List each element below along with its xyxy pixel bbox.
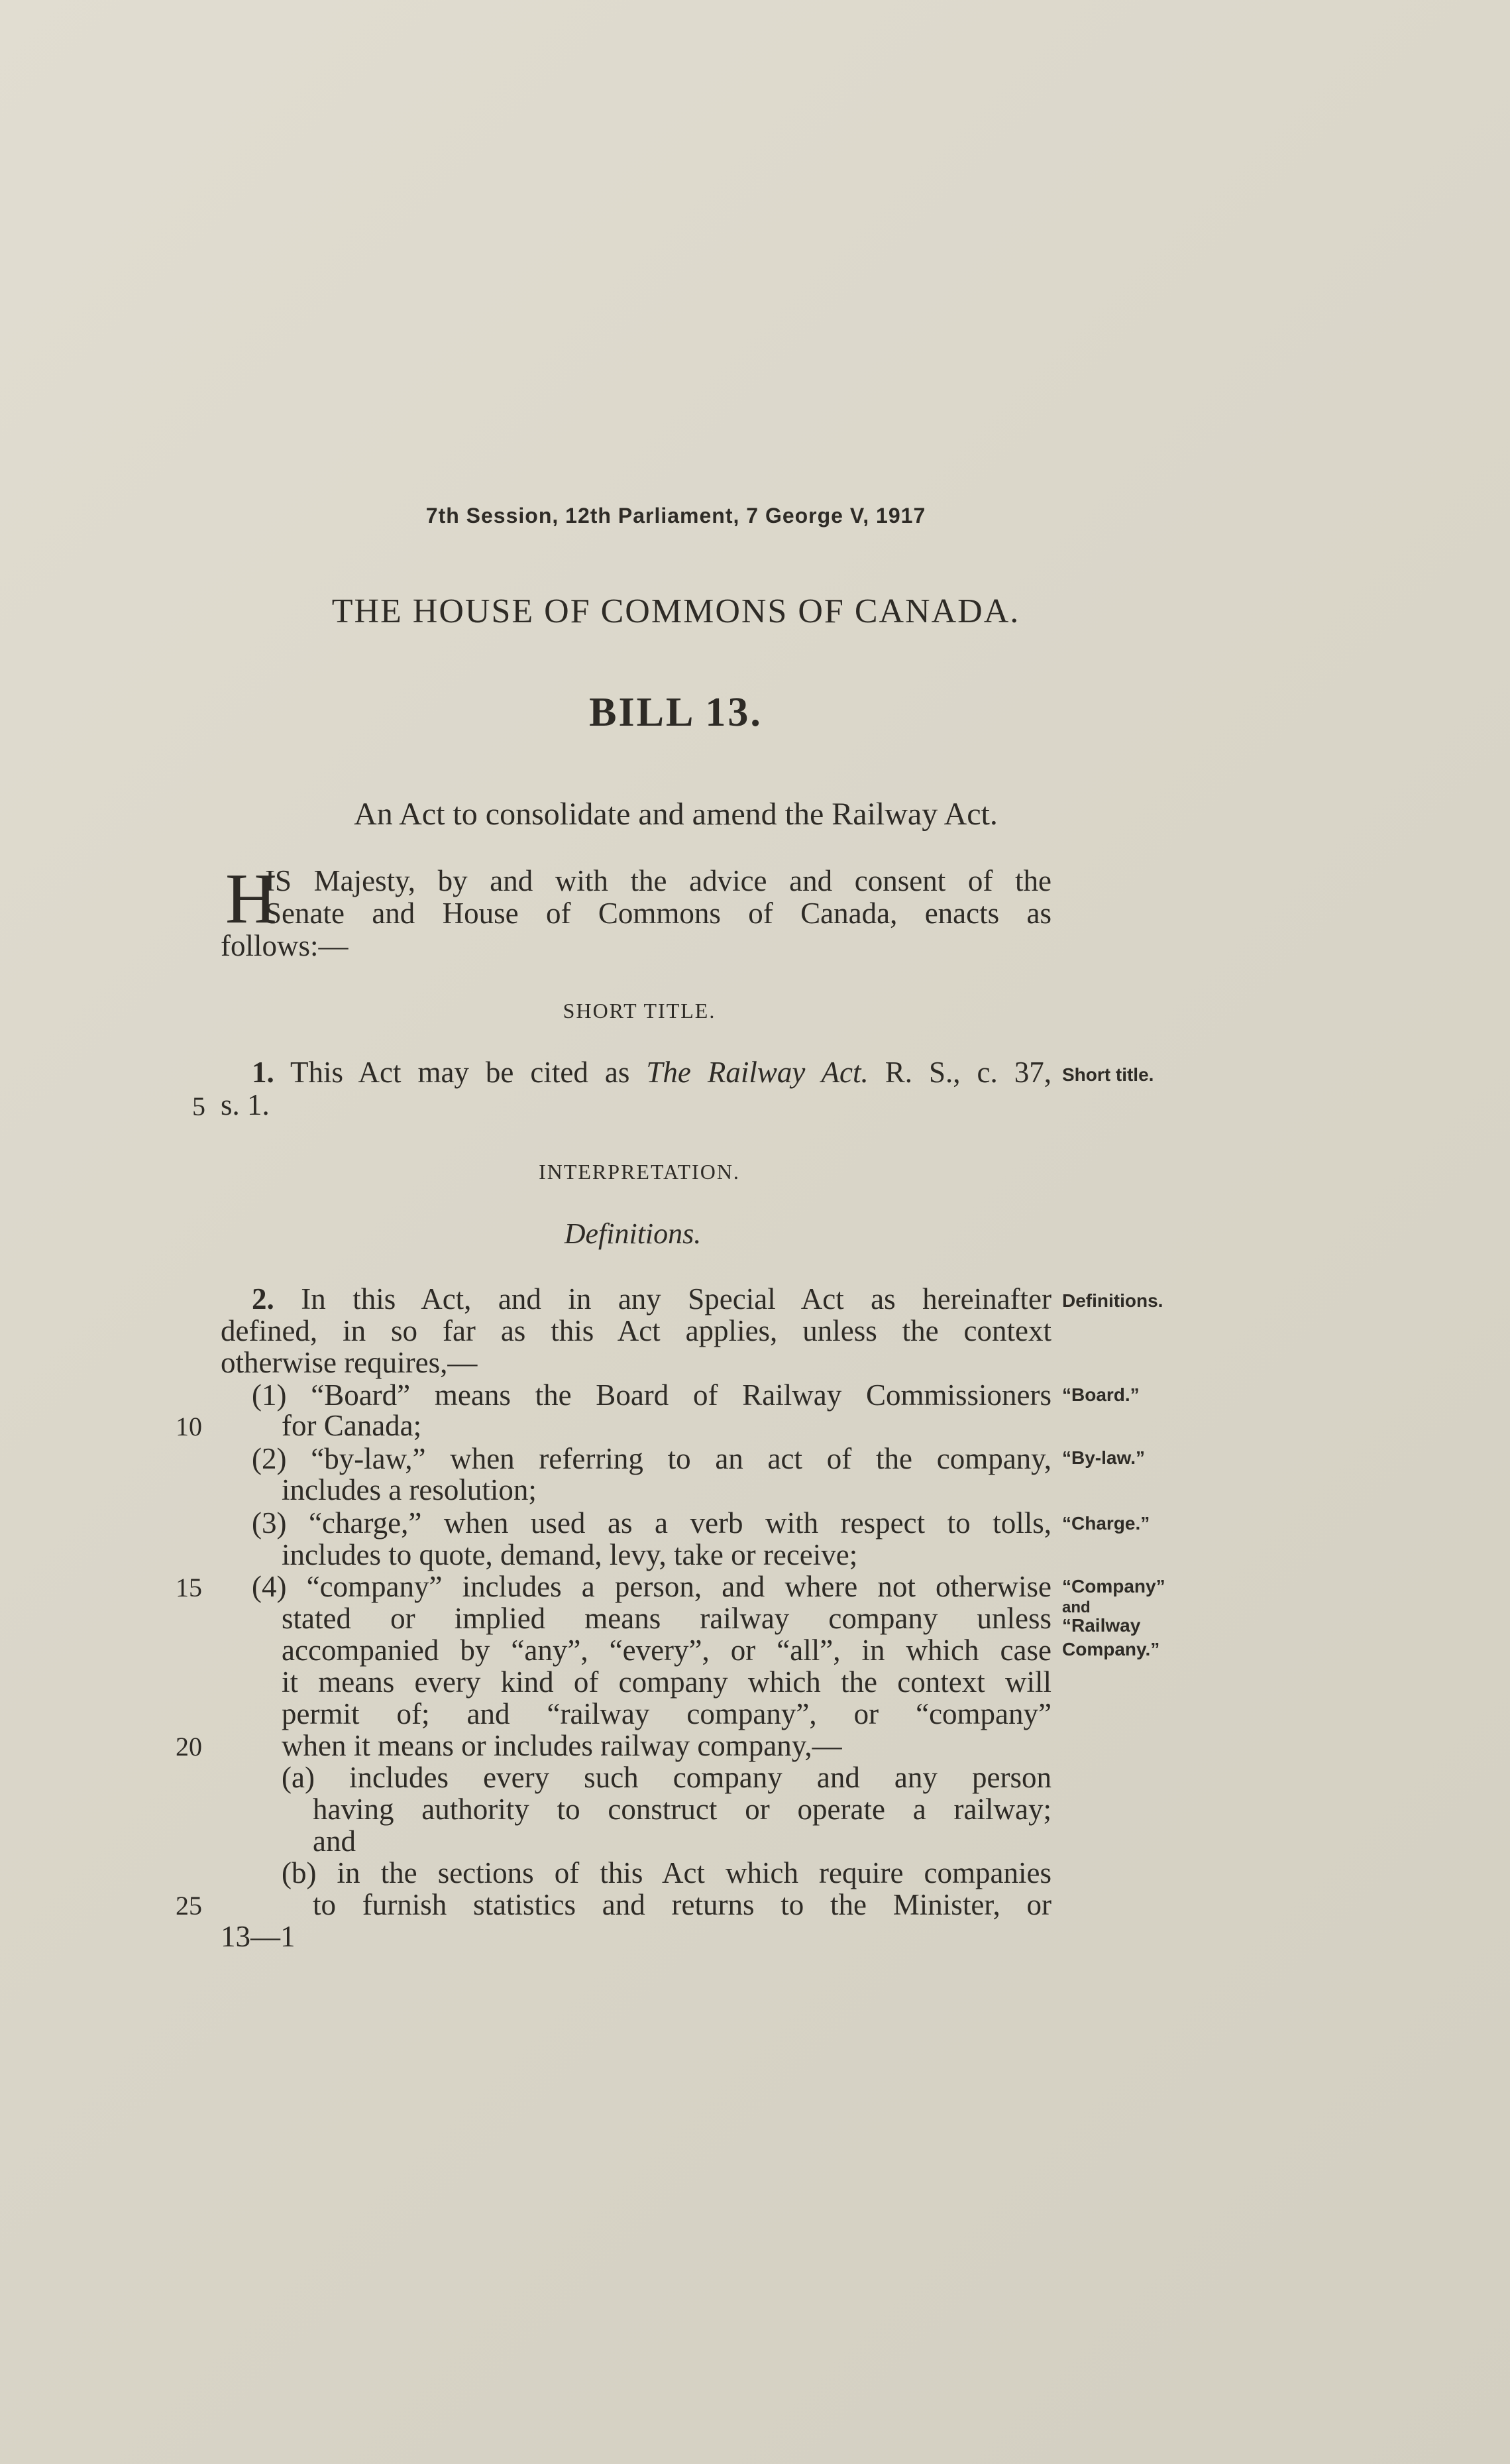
preamble-line-3: follows:—: [221, 929, 349, 962]
definition-charge-line-1: (3) “charge,” when used as a verb with respect to tolls,: [252, 1506, 1052, 1540]
preamble-line-1: IS Majesty, by and with the advice and consent of the: [265, 864, 1052, 897]
margin-note-board: “Board.”: [1062, 1384, 1140, 1405]
drop-cap: H: [225, 860, 277, 938]
definitions-subheading: Definitions.: [564, 1217, 702, 1250]
section-1-act-name: The Railway Act.: [646, 1056, 869, 1089]
margin-note-bylaw: “By-law.”: [1062, 1447, 1145, 1468]
line-number-15: 15: [176, 1573, 202, 1602]
preamble-line-2: Senate and House of Commons of Canada, enacts as: [265, 897, 1052, 930]
clause-a-line-3: and: [313, 1824, 356, 1858]
definition-company-line-4: it means every kind of company which the context will: [282, 1665, 1052, 1699]
definition-company-line-6: when it means or includes railway company,—: [282, 1729, 842, 1762]
section-1-line-1: [252, 1056, 1052, 1088]
line-number-5: 5: [192, 1092, 205, 1121]
section-2-line-3: otherwise requires,—: [221, 1346, 478, 1379]
margin-note-and: and: [1062, 1598, 1091, 1616]
signature-mark: 13—1: [221, 1920, 296, 1953]
margin-note-charge: “Charge.”: [1062, 1513, 1150, 1534]
definition-bylaw-line-1: (2) “by-law,” when referring to an act of the company,: [252, 1442, 1052, 1475]
clause-a-line-2: having authority to construct or operate a railway;: [313, 1793, 1052, 1826]
margin-note-railway: “Railway: [1062, 1615, 1141, 1636]
short-title-heading: SHORT TITLE.: [563, 999, 716, 1023]
margin-note-definitions: Definitions.: [1062, 1290, 1163, 1311]
margin-note-short-title: Short title.: [1062, 1064, 1154, 1085]
clause-a-line-1: (a) includes every such company and any person: [282, 1761, 1052, 1794]
margin-note-company: “Company”: [1062, 1576, 1165, 1596]
session-header: 7th Session, 12th Parliament, 7 George V, 1917: [425, 504, 926, 528]
definition-bylaw-line-2: includes a resolution;: [282, 1473, 537, 1506]
section-1-line-2: s. 1.: [221, 1088, 270, 1121]
line-number-20: 20: [176, 1732, 202, 1762]
definition-company-line-2: stated or implied means railway company unless: [282, 1602, 1052, 1635]
section-1-text-before: This Act may be cited as: [290, 1056, 630, 1089]
house-title: THE HOUSE OF COMMONS OF CANADA.: [331, 592, 1020, 630]
definition-company-line-3: accompanied by “any”, “every”, or “all”, in which case: [282, 1634, 1052, 1667]
bill-number: BILL 13.: [589, 690, 763, 735]
section-1-text-after: R. S., c. 37,: [885, 1056, 1052, 1089]
definition-board-line-1: (1) “Board” means the Board of Railway Commissioners: [252, 1378, 1052, 1412]
definition-charge-line-2: includes to quote, demand, levy, take or receive;: [282, 1538, 858, 1571]
definition-company-line-1: (4) “company” includes a person, and where not otherwise: [252, 1570, 1052, 1603]
section-2-number: 2.: [252, 1282, 274, 1316]
section-2-line-1: 2. In this Act, and in any Special Act as hereinafter: [252, 1282, 1052, 1316]
clause-b-line-2: to furnish statistics and returns to the Minister, or: [313, 1888, 1052, 1921]
definition-board-line-2: for Canada;: [282, 1409, 422, 1442]
line-number-10: 10: [176, 1412, 202, 1441]
margin-note-company-end: Company.”: [1062, 1639, 1160, 1659]
line-number-25: 25: [176, 1891, 202, 1921]
definition-company-line-5: permit of; and “railway company”, or “company”: [282, 1697, 1052, 1730]
interpretation-heading: INTERPRETATION.: [539, 1160, 740, 1184]
section-1-number: 1.: [252, 1056, 274, 1089]
act-title: An Act to consolidate and amend the Railway Act.: [354, 797, 998, 832]
section-2-line-2: defined, in so far as this Act applies, unless the context: [221, 1314, 1052, 1347]
clause-b-line-1: (b) in the sections of this Act which require companies: [282, 1856, 1052, 1889]
